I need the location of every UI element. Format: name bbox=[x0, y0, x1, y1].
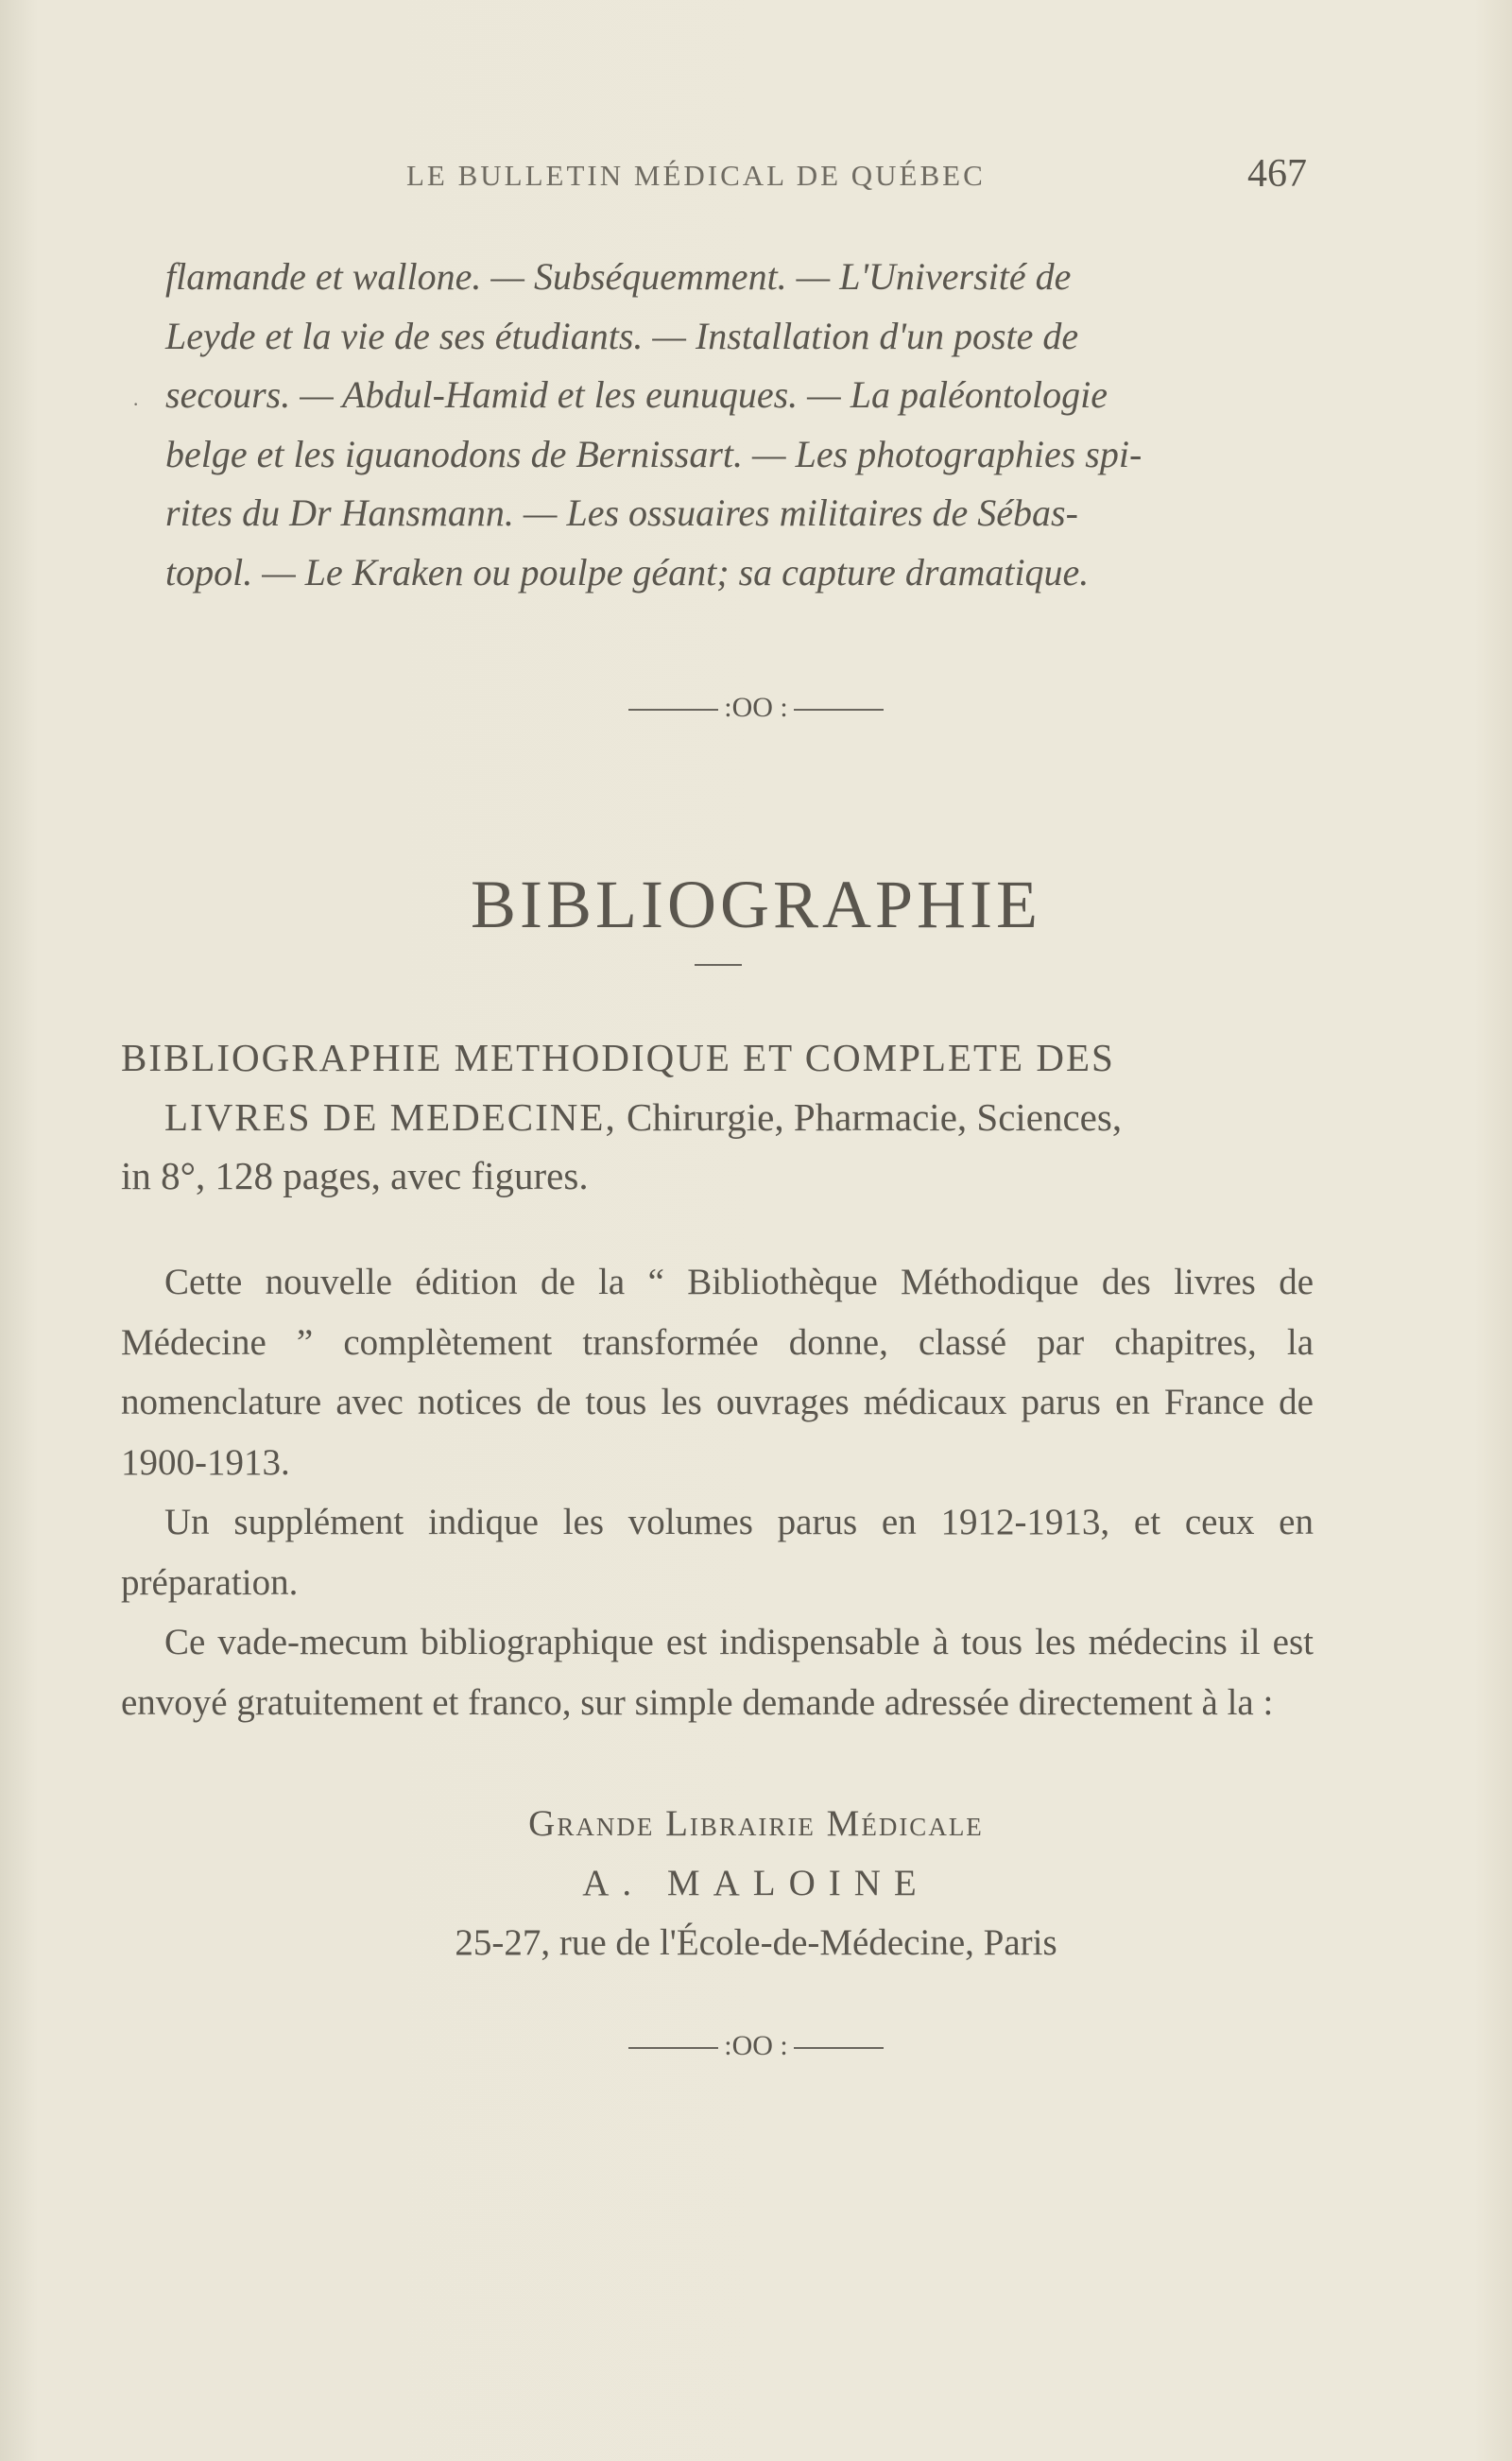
entry-subjects: Chirurgie, Pharmacie, Sciences, bbox=[616, 1094, 1123, 1139]
section-title: BIBLIOGRAPHIE bbox=[471, 867, 1041, 943]
margin-mark: · bbox=[132, 392, 140, 416]
page-number: 467 bbox=[1247, 152, 1307, 196]
separator-rule-right bbox=[794, 2047, 884, 2049]
section-separator-bottom bbox=[0, 2030, 1512, 2062]
summary-line: belge et les iguanodons de Bernissart. — Les photographies spi- bbox=[165, 432, 1143, 475]
entry-title-caps: LIVRES DE MEDECINE, bbox=[164, 1094, 617, 1139]
summary-line: flamande et wallone. — Subséquemment. — L'Université de bbox=[165, 255, 1072, 298]
page-header bbox=[0, 151, 1512, 208]
review-paragraph: Un supplément indique les volumes parus en 1912-1913, et ceux en préparation. bbox=[121, 1502, 1314, 1603]
entry-format: in 8°, 128 pages, avec figures. bbox=[121, 1154, 589, 1197]
entry-title-line bbox=[121, 1088, 1314, 1147]
publisher-address: 25-27, rue de l'École-de-Médecine, Paris bbox=[455, 1922, 1057, 1963]
separator-rule-left bbox=[628, 709, 718, 711]
publisher-person: A. MALOINE bbox=[582, 1863, 930, 1903]
publisher-block bbox=[0, 1794, 1512, 1972]
review-paragraph: Cette nouvelle édition de la “ Bibliothèque Méthodique des livres de Médecine ” complètement transformée donne, classé par chapitres, la nomenclature avec notices de tous les ouvrages médicaux parus en France de 1900-1913. bbox=[121, 1262, 1314, 1483]
separator-text: :OO : bbox=[724, 2030, 788, 2061]
title-rule bbox=[695, 964, 742, 966]
separator-rule-right bbox=[794, 709, 884, 711]
review-text bbox=[121, 1252, 1314, 1732]
separator-rule-left bbox=[628, 2047, 718, 2049]
book-entry bbox=[121, 1028, 1314, 1206]
summary-line: rites du Dr Hansmann. — Les ossuaires militaires de Sébas- bbox=[165, 491, 1078, 534]
section-separator-top bbox=[0, 692, 1512, 724]
summary-line: topol. — Le Kraken ou poulpe géant; sa capture dramatique. bbox=[165, 550, 1090, 594]
review-paragraph: Ce vade-mecum bibliographique est indispensable à tous les médecins il est envoyé gratuitement et franco, sur simple demande adressée directement à la : bbox=[121, 1622, 1314, 1723]
entry-title-line: BIBLIOGRAPHIE METHODIQUE ET COMPLETE DES bbox=[121, 1036, 1115, 1079]
publisher-name: Grande Librairie Médicale bbox=[528, 1803, 984, 1844]
summary-line: Leyde et la vie de ses étudiants. — Installation d'un poste de bbox=[165, 314, 1079, 357]
separator-text: :OO : bbox=[724, 692, 788, 723]
article-summary bbox=[165, 248, 1314, 602]
running-title: LE BULLETIN MÉDICAL DE QUÉBEC bbox=[406, 159, 986, 192]
summary-line: secours. — Abdul-Hamid et les eunuques. — La paléontologie bbox=[165, 373, 1108, 416]
